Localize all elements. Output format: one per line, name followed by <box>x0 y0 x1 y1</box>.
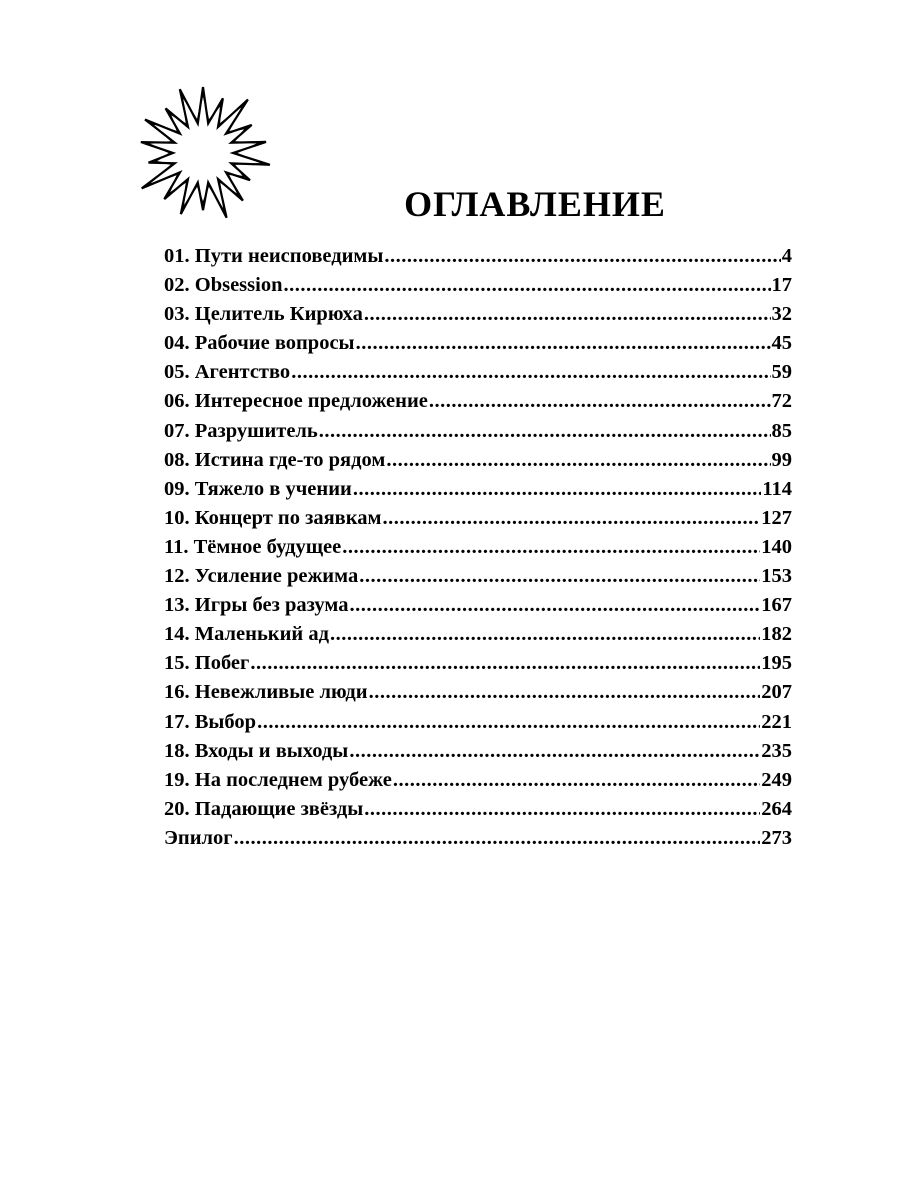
toc-entry[interactable] <box>164 361 792 390</box>
toc-entry-title: 19. На последнем рубеже <box>164 768 392 791</box>
toc-entry-page: 32 <box>771 303 792 326</box>
toc-entry-page: 140 <box>761 535 792 558</box>
toc-entry[interactable] <box>164 274 792 303</box>
toc-entry-page: 59 <box>771 361 792 384</box>
dot-leader <box>359 565 760 588</box>
toc-entry-page: 99 <box>771 448 792 471</box>
toc-entry[interactable] <box>164 623 792 652</box>
toc-entry[interactable] <box>164 536 792 565</box>
dot-leader <box>382 507 760 530</box>
toc-entry-page: 167 <box>761 594 792 617</box>
toc-entry[interactable] <box>164 711 792 740</box>
toc-entry-title: 13. Игры без разума <box>164 594 349 617</box>
toc-entry[interactable] <box>164 507 792 536</box>
toc-entry-page: 207 <box>761 681 792 704</box>
toc-entry[interactable] <box>164 245 792 274</box>
toc-entry-title: 16. Невежливые люди <box>164 681 368 704</box>
toc-entry-title: 01. Пути неисповедимы <box>164 245 384 267</box>
toc-entry-page: 182 <box>761 623 792 646</box>
toc-entry-title: 03. Целитель Кирюха <box>164 303 363 326</box>
table-of-contents <box>164 245 792 856</box>
toc-entry-page: 85 <box>771 419 792 442</box>
dot-leader <box>257 711 760 734</box>
toc-entry-title: 14. Маленький ад <box>164 623 329 646</box>
toc-entry-page: 114 <box>762 477 792 500</box>
toc-entry[interactable] <box>164 390 792 419</box>
toc-entry-page: 72 <box>771 390 792 413</box>
toc-entry[interactable] <box>164 827 792 856</box>
toc-entry[interactable] <box>164 478 792 507</box>
toc-entry-page: 273 <box>761 826 792 849</box>
dot-leader <box>283 274 770 297</box>
toc-entry-title: 10. Концерт по заявкам <box>164 506 382 529</box>
toc-entry-title: 20. Падающие звёзды <box>164 797 364 820</box>
dot-leader <box>330 623 760 646</box>
toc-entry[interactable] <box>164 332 792 361</box>
toc-entry-title: 08. Истина где-то рядом <box>164 448 386 471</box>
dot-leader <box>319 420 771 443</box>
toc-entry-title: 05. Агентство <box>164 361 291 384</box>
dot-leader <box>393 769 760 792</box>
dot-leader <box>384 245 780 268</box>
toc-entry-page: 195 <box>761 652 792 675</box>
page-title: ОГЛАВЛЕНИЕ <box>404 184 666 224</box>
toc-entry-title: 07. Разрушитель <box>164 419 318 442</box>
toc-entry-page: 221 <box>761 710 792 733</box>
toc-entry[interactable] <box>164 798 792 827</box>
toc-entry-title: 15. Побег <box>164 652 250 675</box>
toc-entry-title: 04. Рабочие вопросы <box>164 332 355 355</box>
dot-leader <box>291 361 770 384</box>
toc-entry[interactable] <box>164 652 792 681</box>
toc-entry[interactable] <box>164 449 792 478</box>
toc-entry[interactable] <box>164 769 792 798</box>
dot-leader <box>364 303 771 326</box>
toc-entry[interactable] <box>164 303 792 332</box>
dot-leader <box>386 449 770 472</box>
dot-leader <box>349 740 760 763</box>
dot-leader <box>364 798 760 821</box>
toc-entry[interactable] <box>164 681 792 710</box>
toc-entry-title: 17. Выбор <box>164 710 257 733</box>
toc-entry-title: 12. Усиление режима <box>164 565 359 588</box>
dot-leader <box>369 681 761 704</box>
dot-leader <box>250 652 760 675</box>
dot-leader <box>353 478 762 501</box>
dot-leader <box>342 536 760 559</box>
dot-leader <box>356 332 771 355</box>
toc-entry-page: 235 <box>761 739 792 762</box>
toc-entry-title: 06. Интересное предложение <box>164 390 428 413</box>
toc-entry-page: 264 <box>761 797 792 820</box>
dot-leader <box>350 594 761 617</box>
dot-leader <box>429 390 771 413</box>
toc-entry-page: 249 <box>761 768 792 791</box>
toc-entry-page: 45 <box>771 332 792 355</box>
starburst-icon <box>128 78 278 228</box>
dot-leader <box>234 827 761 850</box>
toc-entry-title: 09. Тяжело в учении <box>164 477 352 500</box>
toc-entry[interactable] <box>164 420 792 449</box>
toc-entry-page: 17 <box>771 274 792 297</box>
toc-entry-page: 127 <box>761 506 792 529</box>
toc-entry-title: 18. Входы и выходы <box>164 739 349 762</box>
toc-entry-title: 11. Тёмное будущее <box>164 535 342 558</box>
toc-entry-title: Эпилог <box>164 826 233 849</box>
toc-entry[interactable] <box>164 594 792 623</box>
toc-entry-page: 4 <box>781 245 792 267</box>
toc-entry[interactable] <box>164 565 792 594</box>
toc-entry-page: 153 <box>761 565 792 588</box>
toc-entry[interactable] <box>164 740 792 769</box>
toc-entry-title: 02. Obsession <box>164 274 283 297</box>
